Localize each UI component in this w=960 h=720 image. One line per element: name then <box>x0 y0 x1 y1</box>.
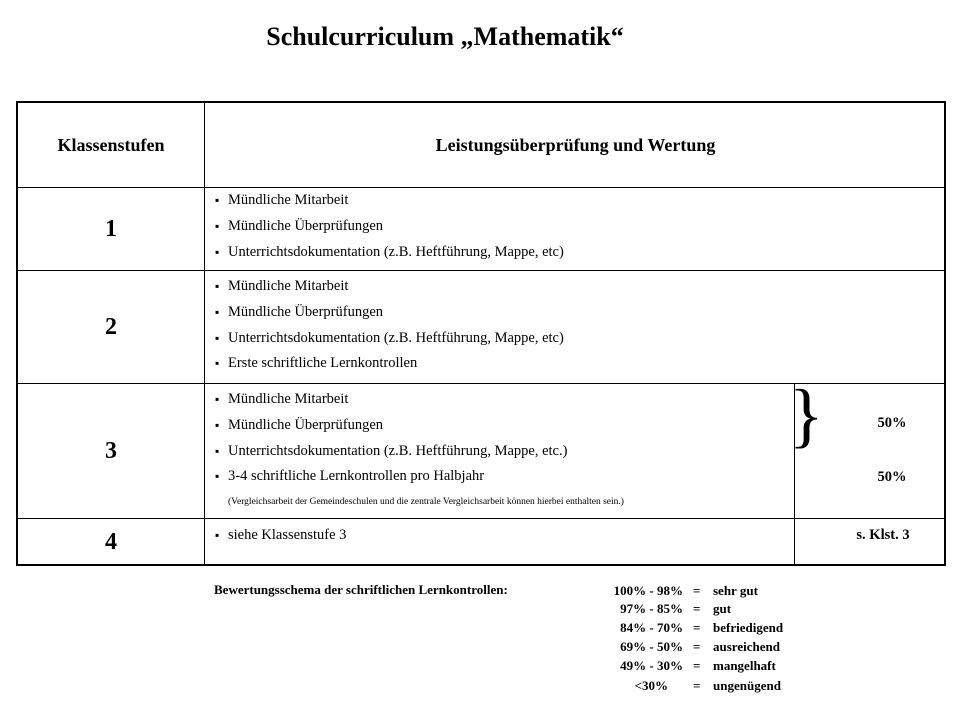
list-item: ▪ Erste schriftliche Lernkontrollen <box>215 351 564 377</box>
curriculum-table: Klassenstufen Leistungsüberprüfung und Wertung 1 ▪ Mündliche Mitarbeit ▪ Mündliche Überprüfungen ▪ Unterrichtsdokumentation (z.B. Heftführung, Mappe, etc) 2 ▪ Mündliche Mitarbeit ▪ Mündliche Überprüfungen ▪ Unterrichtsdokumentation (z.B. Heftführung, Mappe, etc) ▪ Erste schriftliche Lernkontrollen 3 ▪ Mündliche Mitarbeit ▪ Mündliche Überprüfungen ▪ Unterrichtsdokumentation (z.B. Heftführung, Mappe, etc.) ▪ 3-4 schriftliche Lernkontrollen pro Halbjahr (Vergleichsarbeit der Gemeindeschulen und die zentrale Vergleichsarbeit können hierbei enthalten sein.) } 50% 50% 4 ▪ siehe Klassenstufe 3 s. Klst. 3 <box>16 101 946 566</box>
header-klassenstufen: Klassenstufen <box>57 134 165 155</box>
assessment-list <box>215 387 567 490</box>
scale-grade: sehr gut <box>713 583 758 598</box>
grade-number: 3 <box>105 437 117 464</box>
list-item: ▪ Unterrichtsdokumentation (z.B. Heftführung, Mappe, etc) <box>215 240 564 266</box>
scale-grade: gut <box>713 601 732 616</box>
weight-written: 50% <box>877 469 907 485</box>
assessment-list <box>215 523 346 549</box>
scale-equals: = <box>693 583 701 598</box>
grade-number: 1 <box>105 215 117 242</box>
header-leistung: Leistungsüberprüfung und Wertung <box>435 134 716 155</box>
grading-scale-label: Bewertungsschema der schriftlichen Lernkontrollen: <box>214 582 508 597</box>
scale-equals: = <box>693 601 701 616</box>
list-item: ▪ Unterrichtsdokumentation (z.B. Heftführung, Mappe, etc.) <box>215 439 567 465</box>
scale-grade: befriedigend <box>713 620 784 635</box>
scale-equals: = <box>693 620 701 635</box>
assessment-list <box>215 274 564 377</box>
scale-equals: = <box>693 678 701 693</box>
scale-range: 97% - 85% <box>620 601 683 616</box>
scale-range: 84% - 70% <box>620 620 683 635</box>
assessment-list <box>215 188 564 265</box>
scale-grade: ausreichend <box>713 639 780 654</box>
footnote: (Vergleichsarbeit der Gemeindeschulen und die zentrale Vergleichsarbeit können hierbei enthalten sein.) <box>228 497 624 507</box>
list-item: ▪ Mündliche Mitarbeit <box>215 274 564 300</box>
scale-equals: = <box>693 639 701 654</box>
list-item: ▪ siehe Klassenstufe 3 <box>215 523 346 549</box>
list-item: ▪ 3-4 schriftliche Lernkontrollen pro Halbjahr <box>215 464 567 490</box>
scale-equals: = <box>693 658 701 673</box>
scale-range: 100% - 98% <box>613 583 683 598</box>
scale-grade: ungenügend <box>713 678 781 693</box>
list-item: ▪ Mündliche Überprüfungen <box>215 214 564 240</box>
scale-range: 49% - 30% <box>620 658 683 673</box>
grade-number: 2 <box>105 313 117 340</box>
list-item: ▪ Mündliche Mitarbeit <box>215 387 567 413</box>
scale-range: <30% <box>634 678 668 693</box>
scale-grade: mangelhaft <box>713 658 776 673</box>
weight-reference: s. Klst. 3 <box>856 527 910 543</box>
list-item: ▪ Unterrichtsdokumentation (z.B. Heftführung, Mappe, etc) <box>215 326 564 352</box>
grade-number: 4 <box>105 529 117 555</box>
list-item: ▪ Mündliche Mitarbeit <box>215 188 564 214</box>
scale-range: 69% - 50% <box>620 639 683 654</box>
list-item: ▪ Mündliche Überprüfungen <box>215 300 564 326</box>
weight-oral: 50% <box>877 415 907 431</box>
page-title: Schulcurriculum „Mathematik“ <box>266 22 624 51</box>
list-item: ▪ Mündliche Überprüfungen <box>215 413 567 439</box>
